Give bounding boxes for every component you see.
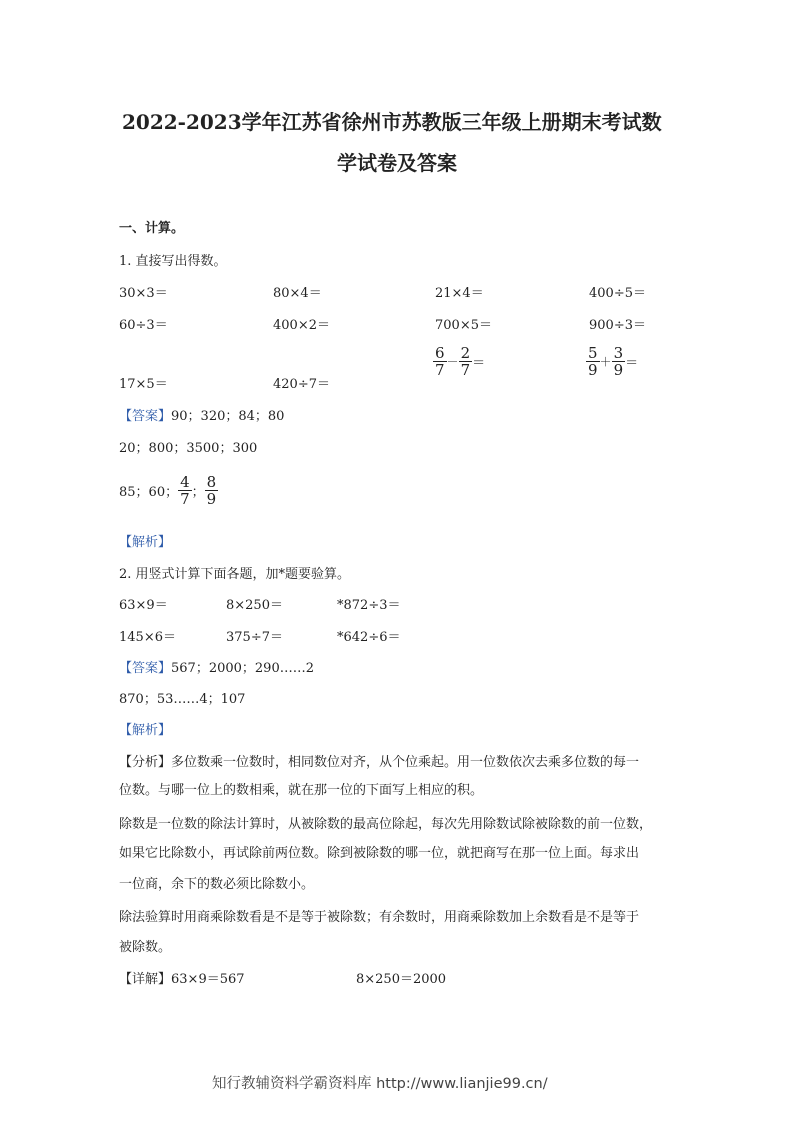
q1-fraction-expression-2: $\frac{5}{9}$ ＋ $\frac{3}{9}$ ＝ [588, 344, 639, 379]
q1-answer-line1: 【答案】90；320；84；80 [119, 409, 285, 424]
q1-r2c1: 60÷3＝ [119, 318, 168, 333]
section-heading: 一、计算。 [119, 221, 185, 236]
q1-fraction-expression-1: $\frac{6}{7}$ － $\frac{2}{7}$ ＝ [435, 344, 486, 379]
q2-detail-2: 8×250＝2000 [356, 972, 447, 987]
q2-r2c1: 145×6＝ [119, 630, 176, 645]
analysis-line: 除法验算时用商乘除数看是不是等于被除数；有余数时，用商乘除数加上余数看是不是等于 [119, 910, 640, 925]
q1-r2c4: 900÷3＝ [589, 318, 646, 333]
q2-answer-line2: 870；53……4；107 [119, 692, 246, 707]
q1-answer-line2: 20；800；3500；300 [119, 441, 258, 456]
title-line1: 2022-2023学年江苏省徐州市苏教版三年级上册期末考试数 [122, 110, 662, 134]
q1-analysis-label: 【解析】 [119, 535, 172, 550]
q1-prompt: 1. 直接写出得数。 [119, 254, 227, 269]
q2-detail-1: 【详解】63×9＝567 [119, 972, 245, 987]
q2-r1c1: 63×9＝ [119, 598, 168, 613]
footer-watermark: 知行教辅资料学霸资料库 http://www.lianjie99.cn/ [212, 1076, 548, 1092]
q2-r1c2: 8×250＝ [226, 598, 283, 613]
answer-label: 【答案】 [119, 409, 172, 424]
q1-r2c3: 700×5＝ [435, 318, 492, 333]
fraction: $\frac{6}{7}$ [435, 344, 445, 379]
answer-label: 【答案】 [119, 661, 172, 676]
q2-r2c2: 375÷7＝ [226, 630, 283, 645]
analysis-line: 如果它比除数小，再试除前两位数。除到被除数的哪一位，就把商写在那一位上面。每求出 [119, 846, 640, 861]
q2-answer-line1: 【答案】567；2000；290……2 [119, 661, 314, 676]
analysis-line: 【分析】多位数乘一位数时，相同数位对齐，从个位乘起。用一位数依次去乘多位数的每一 [119, 755, 640, 770]
q1-r2c2: 400×2＝ [273, 318, 330, 333]
fraction: $\frac{8}{9}$ [206, 473, 217, 508]
fraction: $\frac{5}{9}$ [588, 344, 598, 379]
q1-r1c3: 21×4＝ [435, 286, 484, 301]
analysis-line: 被除数。 [119, 940, 172, 955]
q2-prompt: 2. 用竖式计算下面各题，加*题要验算。 [119, 567, 351, 582]
q2-r1c3: *872÷3＝ [337, 598, 401, 613]
q1-r3c1: 17×5＝ [119, 377, 168, 392]
title-line2: 学试卷及答案 [337, 151, 457, 175]
q2-analysis-label: 【解析】 [119, 723, 172, 738]
fraction: $\frac{4}{7}$ [180, 473, 190, 508]
analysis-line: 除数是一位数的除法计算时，从被除数的最高位除起，每次先用除数试除被除数的前一位数， [119, 817, 653, 832]
q1-r1c4: 400÷5＝ [589, 286, 646, 301]
q1-r3c2: 420÷7＝ [273, 377, 330, 392]
analysis-line: 位数。与哪一位上的数相乘，就在那一位的下面写上相应的积。 [119, 783, 484, 798]
fraction: $\frac{3}{9}$ [613, 344, 624, 379]
fraction: $\frac{2}{7}$ [460, 344, 471, 379]
q2-r2c3: *642÷6＝ [337, 630, 401, 645]
q1-r1c1: 30×3＝ [119, 286, 168, 301]
q1-r1c2: 80×4＝ [273, 286, 322, 301]
q1-answer-line3: 85；60； $\frac{4}{7}$ ； $\frac{8}{9}$ [119, 473, 217, 508]
analysis-line: 一位商，余下的数必须比除数小。 [119, 877, 315, 892]
